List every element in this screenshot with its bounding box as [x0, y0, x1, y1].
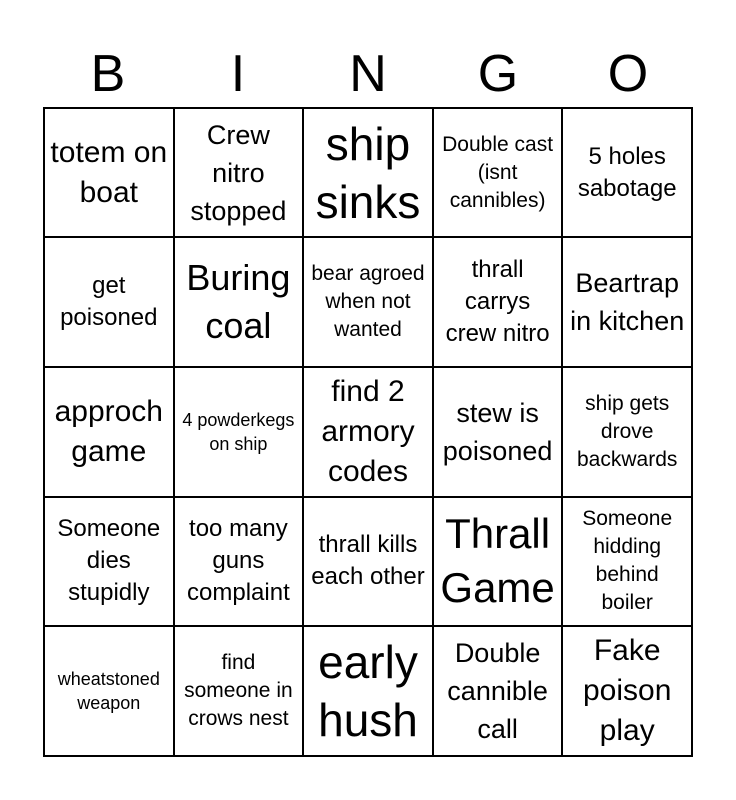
cell-text: Double cast (isnt cannibles) — [442, 132, 554, 212]
bingo-cell[interactable] — [44, 108, 174, 237]
bingo-cell[interactable] — [433, 626, 563, 756]
cell-text: stew is poisoned — [442, 397, 553, 466]
header-letter-b: B — [90, 45, 126, 103]
bingo-cell[interactable] — [174, 497, 304, 626]
cell-text: bear agroed when not wanted — [311, 261, 425, 341]
bingo-cell[interactable] — [174, 626, 304, 756]
bingo-cell[interactable] — [562, 367, 692, 497]
bingo-cell[interactable] — [44, 497, 174, 626]
bingo-cell[interactable] — [303, 497, 433, 626]
bingo-cell[interactable] — [303, 626, 433, 756]
bingo-cell[interactable] — [303, 367, 433, 497]
header-letter-o: O — [607, 45, 649, 103]
cell-text: Someone hidding behind boiler — [582, 507, 673, 615]
header-letter-g: G — [477, 45, 519, 103]
bingo-cell[interactable] — [433, 237, 563, 366]
cell-text: get poisoned — [60, 271, 158, 331]
bingo-cell[interactable] — [303, 237, 433, 366]
bingo-cell[interactable] — [433, 108, 563, 237]
header-letter-i: I — [230, 45, 246, 103]
bingo-cell[interactable] — [44, 237, 174, 366]
cell-text: totem on boat — [50, 135, 168, 209]
bingo-cell[interactable] — [562, 626, 692, 756]
cell-text: wheatstoned weapon — [57, 668, 160, 713]
bingo-cell[interactable] — [174, 108, 304, 237]
cell-text: Buring coal — [186, 256, 291, 346]
bingo-cell[interactable] — [44, 367, 174, 497]
bingo-cell[interactable] — [562, 497, 692, 626]
cell-text: find 2 armory codes — [321, 374, 415, 488]
cell-text: Fake poison play — [582, 633, 672, 747]
cell-text: Double cannible call — [447, 637, 548, 744]
cell-text: Beartrap in kitchen — [570, 267, 685, 336]
cell-text: 5 holes sabotage — [577, 142, 677, 202]
bingo-cell[interactable] — [433, 367, 563, 497]
cell-text: early hush — [318, 635, 418, 746]
bingo-cell[interactable] — [562, 108, 692, 237]
cell-text: Someone dies stupidly — [57, 515, 161, 607]
cell-text: Thrall Game — [440, 510, 555, 612]
header-letter-n: N — [349, 45, 387, 103]
bingo-cell[interactable] — [433, 497, 563, 626]
bingo-cell[interactable] — [174, 367, 304, 497]
cell-text: thrall kills each other — [311, 531, 425, 591]
bingo-card-grid — [43, 107, 693, 757]
bingo-cell[interactable] — [174, 237, 304, 366]
cell-text: Crew nitro stopped — [190, 119, 287, 226]
bingo-cell[interactable] — [303, 108, 433, 237]
bingo-cell[interactable] — [562, 237, 692, 366]
bingo-cell[interactable] — [44, 626, 174, 756]
cell-text: thrall carrys crew nitro — [445, 255, 550, 347]
cell-text: ship gets drove backwards — [577, 391, 678, 471]
cell-text: too many guns complaint — [187, 515, 290, 607]
cell-text: find someone in crows nest — [184, 650, 293, 730]
bingo-header — [43, 40, 693, 108]
cell-text: ship sinks — [315, 117, 421, 228]
cell-text: 4 powderkegs on ship — [182, 409, 295, 454]
cell-text: approch game — [54, 394, 163, 468]
